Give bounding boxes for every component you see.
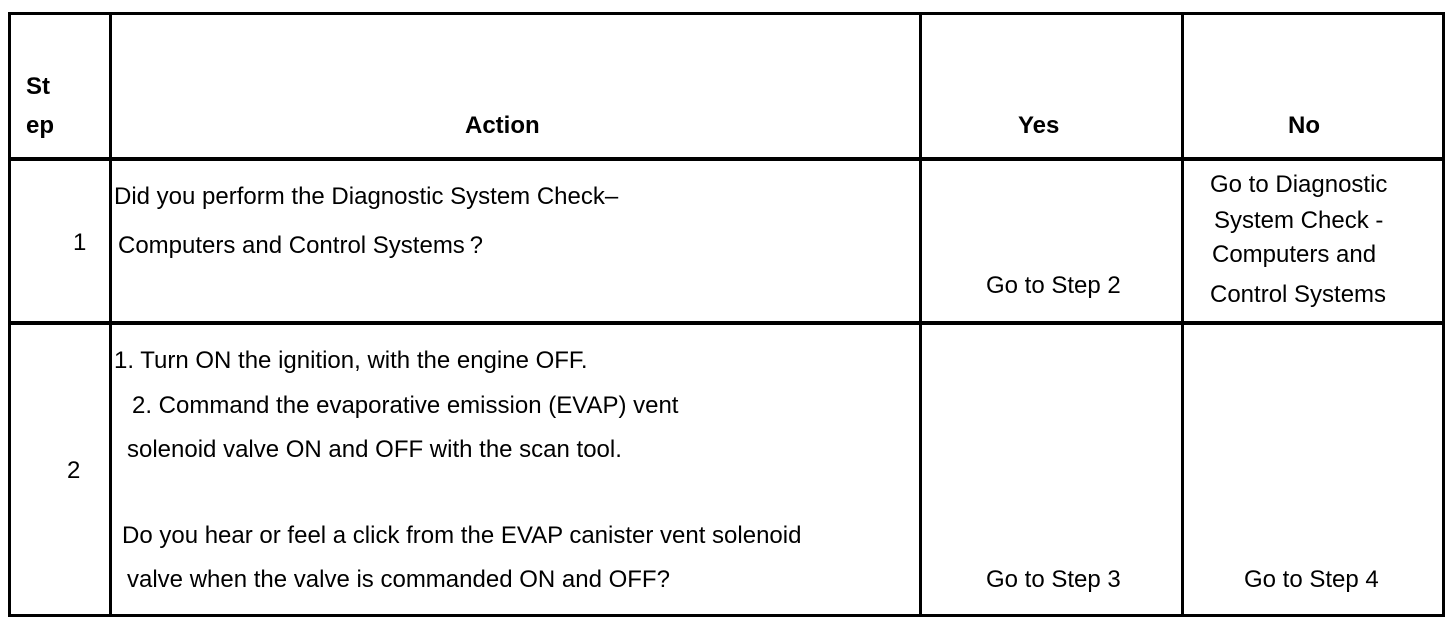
column-divider-action xyxy=(919,12,922,617)
no-result-line: Go to Diagnostic xyxy=(1210,171,1388,198)
step-number: 2 xyxy=(67,457,81,484)
action-line: 1. Turn ON the ignition, with the engine OFF. xyxy=(114,347,588,374)
column-divider-yes xyxy=(1181,12,1184,617)
column-divider-step xyxy=(109,12,112,617)
header-divider xyxy=(8,157,1445,161)
table-border-right xyxy=(1442,12,1445,617)
header-action: Action xyxy=(465,112,540,139)
header-no: No xyxy=(1288,112,1320,139)
action-line: Computers and Control Systems ? xyxy=(118,232,483,259)
action-line: Do you hear or feel a click from the EVAP canister vent solenoid xyxy=(122,522,802,549)
step-number: 1 xyxy=(73,229,87,256)
header-yes: Yes xyxy=(1018,112,1060,139)
no-result-line: Computers and xyxy=(1212,241,1377,268)
no-result: Go to Step 4 xyxy=(1244,566,1379,593)
table-border-left xyxy=(8,12,11,617)
yes-result: Go to Step 2 xyxy=(986,272,1121,299)
action-line: valve when the valve is commanded ON and OFF? xyxy=(127,566,670,593)
yes-result: Go to Step 3 xyxy=(986,566,1121,593)
row-divider xyxy=(8,321,1445,325)
no-result-line: System Check - xyxy=(1214,207,1384,234)
table-border-bottom xyxy=(8,614,1445,617)
table-border-top xyxy=(8,12,1445,15)
header-step-line1: St xyxy=(26,73,50,100)
header-step-line2: ep xyxy=(26,112,55,139)
action-line: solenoid valve ON and OFF with the scan tool. xyxy=(127,436,622,463)
action-line: Did you perform the Diagnostic System Check– xyxy=(114,183,619,210)
action-line: 2. Command the evaporative emission (EVAP) vent xyxy=(132,392,679,419)
no-result-line: Control Systems xyxy=(1210,281,1387,308)
